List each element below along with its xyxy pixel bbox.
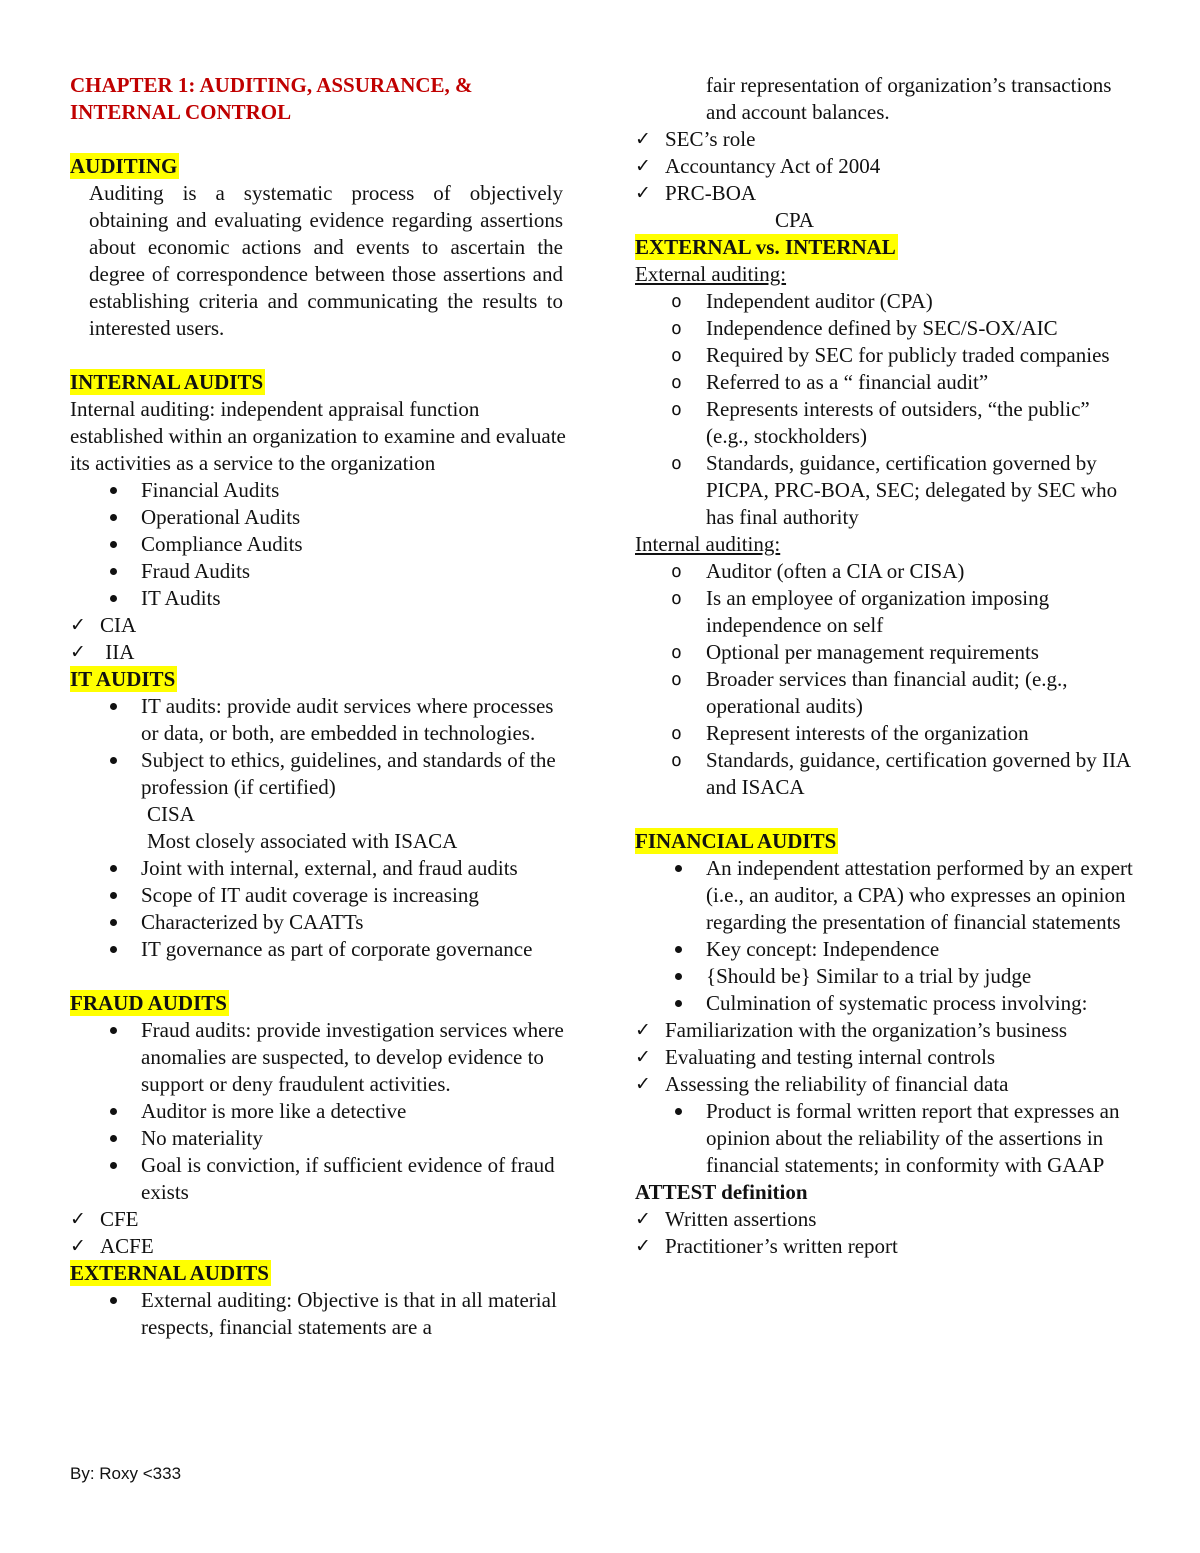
list-item: o Represents interests of outsiders, “the public” (e.g., stockholders) [635, 396, 1135, 450]
internal-audits-definition: Internal auditing: independent appraisal function established within an organization to examine and evaluate its activities as a service to the organization [70, 397, 566, 475]
check-item: ✓ CFE [70, 1206, 570, 1233]
list-item: Subject to ethics, guidelines, and standards of the profession (if certified) [70, 747, 570, 801]
right-column [635, 72, 1135, 1260]
external-auditing-list [635, 288, 1135, 531]
internal-audits-checklist [70, 612, 570, 666]
check-item: ✓ Written assertions [635, 1206, 1135, 1233]
check-item: ✓ Evaluating and testing internal controls [635, 1044, 1135, 1071]
external-audits-list [70, 1287, 570, 1341]
list-item: IT Audits [70, 585, 570, 612]
spacer [70, 126, 570, 153]
attest-heading: ATTEST definition [635, 1180, 808, 1204]
list-item: An independent attestation performed by an expert (i.e., an auditor, a CPA) who expresses an opinion regarding the presentation of financial statements [635, 855, 1135, 936]
list-item: Culmination of systematic process involving: [635, 990, 1135, 1017]
external-audits-continuation: fair representation of organization’s transactions and account balances. [706, 73, 1112, 124]
list-item: IT governance as part of corporate governance [70, 936, 570, 963]
spacer [70, 342, 570, 369]
list-item: o Broader services than financial audit; (e.g., operational audits) [635, 666, 1135, 720]
attest-checklist [635, 1206, 1135, 1260]
left-column [70, 72, 570, 1341]
plain-line: Most closely associated with ISACA [147, 829, 458, 853]
list-item: o Required by SEC for publicly traded companies [635, 342, 1135, 369]
list-item: o Independent auditor (CPA) [635, 288, 1135, 315]
heading-external-vs-internal: EXTERNAL vs. INTERNAL [635, 235, 896, 259]
check-item: ✓ Assessing the reliability of financial data [635, 1071, 1135, 1098]
footer-author: By: Roxy <333 [70, 1464, 182, 1483]
list-item: o Is an employee of organization imposing independence on self [635, 585, 1135, 639]
list-item: No materiality [70, 1125, 570, 1152]
financial-audits-list [635, 855, 1135, 1017]
list-item: Compliance Audits [70, 531, 570, 558]
list-item: IT audits: provide audit services where processes or data, or both, are embedded in technologies. [70, 693, 570, 747]
check-item: ✓ CIA [70, 612, 570, 639]
list-item: o Referred to as a “ financial audit” [635, 369, 1135, 396]
check-item: ✓ PRC-BOA [635, 180, 1135, 207]
check-item: ✓ ACFE [70, 1233, 570, 1260]
financial-audits-list-2 [635, 1098, 1135, 1179]
list-item: Fraud Audits [70, 558, 570, 585]
heading-fraud-audits: FRAUD AUDITS [70, 991, 227, 1015]
fraud-audits-checklist [70, 1206, 570, 1260]
list-item: Financial Audits [70, 477, 570, 504]
check-item: ✓ Accountancy Act of 2004 [635, 153, 1135, 180]
list-item: Scope of IT audit coverage is increasing [70, 882, 570, 909]
internal-audits-list [70, 477, 570, 612]
check-item: ✓ IIA [70, 639, 570, 666]
list-item: Product is formal written report that expresses an opinion about the reliability of the assertions in financial statements; in conformity with GAAP [635, 1098, 1135, 1179]
heading-internal-audits: INTERNAL AUDITS [70, 370, 264, 394]
heading-financial-audits: FINANCIAL AUDITS [635, 829, 837, 853]
list-item: Joint with internal, external, and fraud audits [70, 855, 570, 882]
check-item: ✓ Practitioner’s written report [635, 1233, 1135, 1260]
list-item: o Independence defined by SEC/S-OX/AIC [635, 315, 1135, 342]
list-item: Operational Audits [70, 504, 570, 531]
auditing-definition: Auditing is a systematic process of objectively obtaining and evaluating evidence regarding assertions about economic actions and events to ascertain the degree of correspondence between those assertions and establishing criteria and communicating the results to interested users. [89, 181, 563, 340]
list-item: o Auditor (often a CIA or CISA) [635, 558, 1135, 585]
it-audits-list-2 [70, 855, 570, 963]
list-item: Characterized by CAATTs [70, 909, 570, 936]
list-item: Goal is conviction, if sufficient evidence of fraud exists [70, 1152, 570, 1206]
list-item: Key concept: Independence [635, 936, 1135, 963]
it-audits-list [70, 693, 570, 801]
internal-auditing-label: Internal auditing: [635, 532, 781, 556]
fraud-audits-list [70, 1017, 570, 1206]
spacer [635, 801, 1135, 828]
check-item: ✓ Familiarization with the organization’s business [635, 1017, 1135, 1044]
list-item: Auditor is more like a detective [70, 1098, 570, 1125]
external-audits-checklist [635, 126, 1135, 207]
financial-audits-checklist [635, 1017, 1135, 1098]
spacer [70, 963, 570, 990]
check-item: ✓ SEC’s role [635, 126, 1135, 153]
list-item: Fraud audits: provide investigation services where anomalies are suspected, to develop evidence to support or deny fraudulent activities. [70, 1017, 570, 1098]
heading-it-audits: IT AUDITS [70, 667, 176, 691]
plain-line: CPA [775, 208, 814, 232]
list-item: {Should be} Similar to a trial by judge [635, 963, 1135, 990]
list-item: o Optional per management requirements [635, 639, 1135, 666]
external-auditing-label: External auditing: [635, 262, 787, 286]
heading-external-audits: EXTERNAL AUDITS [70, 1261, 269, 1285]
list-item: o Represent interests of the organization [635, 720, 1135, 747]
list-item: External auditing: Objective is that in all material respects, financial statements are a [70, 1287, 570, 1341]
list-item: o Standards, guidance, certification governed by PICPA, PRC-BOA, SEC; delegated by SEC who has final authority [635, 450, 1135, 531]
heading-auditing: AUDITING [70, 154, 178, 178]
plain-line: CISA [147, 802, 195, 826]
chapter-title: CHAPTER 1: AUDITING, ASSURANCE, & INTERNAL CONTROL [70, 73, 473, 124]
list-item: o Standards, guidance, certification governed by IIA and ISACA [635, 747, 1135, 801]
internal-auditing-list [635, 558, 1135, 801]
